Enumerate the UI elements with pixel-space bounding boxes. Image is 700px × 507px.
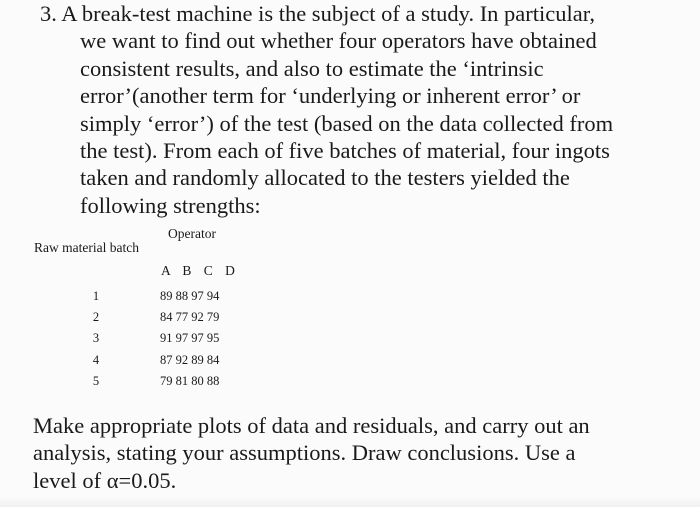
problem-line — [40, 0, 680, 27]
problem-line: the test). From each of five batches of material, four ingots — [80, 138, 610, 164]
operator-headers: A B C D — [161, 263, 240, 278]
problem-line: error’(another term for ‘underlying or inherent error’ or — [80, 83, 581, 109]
strength-row: 84 77 92 79 — [160, 310, 220, 325]
problem-line: consistent results, and also to estimate the ‘intrinsic — [80, 55, 544, 81]
problem-line: taken and randomly allocated to the testers yielded the — [80, 165, 570, 191]
problem-line: we want to find out whether four operators have obtained — [80, 28, 597, 54]
problem-line: simply ‘error’) of the test (based on the data collected from — [80, 110, 614, 136]
batch-number: 2 — [92, 310, 100, 325]
batch-number: 1 — [92, 289, 100, 303]
strength-values — [160, 286, 219, 392]
problem-statement — [40, 0, 680, 219]
strength-row: 89 88 97 94 — [160, 289, 220, 303]
problem-number: 3. — [40, 1, 57, 26]
page-bottom-edge — [0, 497, 700, 507]
closing-instructions — [33, 412, 683, 494]
batch-number: 3 — [92, 331, 100, 346]
closing-line: analysis, stating your assumptions. Draw conclusions. Use a — [33, 440, 576, 466]
problem-line: following strengths: — [80, 192, 261, 218]
batch-number: 4 — [92, 352, 100, 367]
problem-line-text: A break-test machine is the subject of a study. In particular, — [61, 1, 595, 26]
batch-number-column — [86, 286, 106, 392]
closing-line: Make appropriate plots of data and residuals, and carry out an — [33, 413, 590, 438]
closing-line: level of α=0.05. — [33, 467, 177, 493]
strength-row: 87 92 89 84 — [160, 352, 220, 367]
batch-label: Raw material batch — [34, 240, 139, 255]
strength-row: 91 97 97 95 — [160, 331, 220, 346]
strength-row: 79 81 80 88 — [160, 373, 220, 388]
batch-number: 5 — [92, 373, 100, 388]
operator-label: Operator — [168, 226, 216, 241]
